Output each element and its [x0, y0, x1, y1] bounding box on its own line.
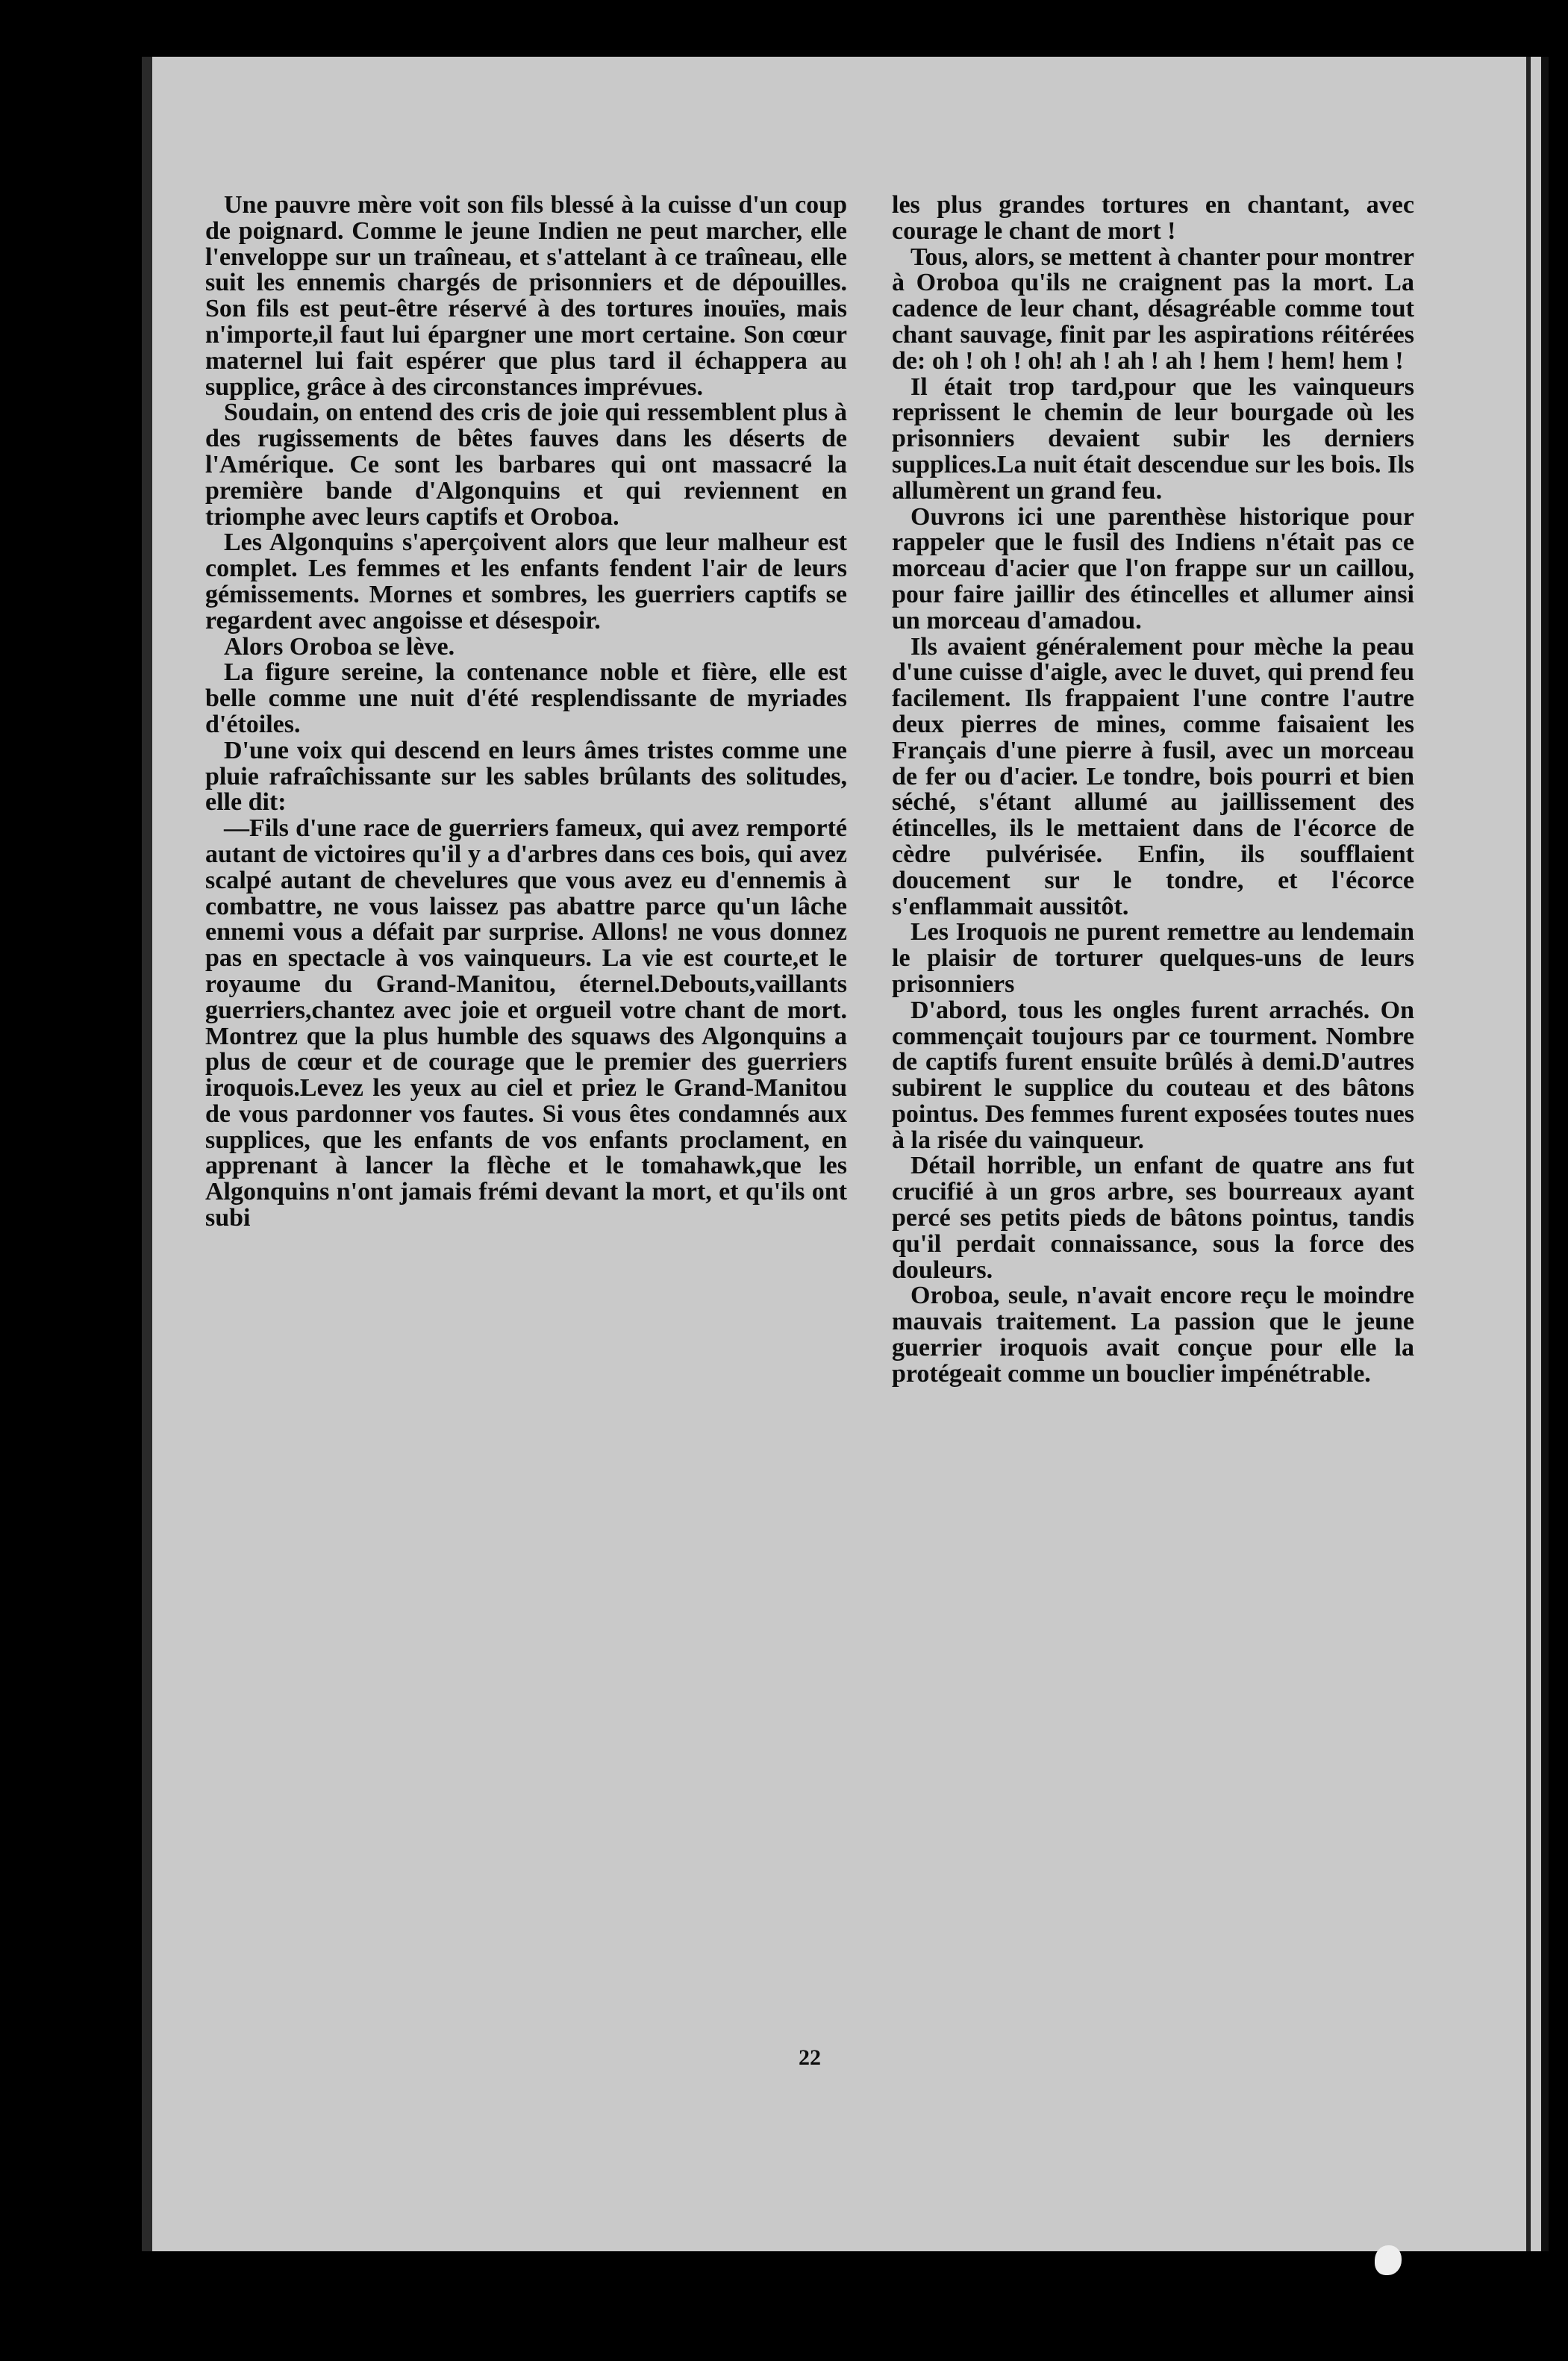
- binding-shadow: [142, 57, 152, 2251]
- archive-stamp-icon: [1375, 2245, 1402, 2275]
- paragraph: Soudain, on entend des cris de joie qui ressemblent plus à des rugissements de bêtes fauves dans les déserts de l'Amérique. Ce sont les barbares qui ont massacré la première bande d'Algonquins et qui reviennent en triomphe avec leurs captifs et Oroboa.: [205, 399, 847, 531]
- text-column-right: [892, 193, 1414, 1388]
- paragraph: Il était trop tard,pour que les vainqueurs reprissent le chemin de leur bourgade où les prisonniers devaient subir les derniers supplices.La nuit était descendue sur les bois. Ils allumèrent un grand feu.: [892, 372, 1414, 505]
- page-right-edge: [1541, 57, 1549, 2251]
- paragraph: Les Algonquins s'aperçoivent alors que leur malheur est complet. Les femmes et les enfants fendent l'air de leurs gémissements. Mornes et sombres, les guerriers captifs se regardent avec angoisse et désespoir.: [205, 528, 847, 634]
- paragraph: Détail horrible, un enfant de quatre ans fut crucifié à un gros arbre, ses bourreaux ayant percé ses petits pieds de bâtons pointus, tandis qu'il perdait connaissance, sous la force des douleurs.: [892, 1152, 1414, 1284]
- text-column-left: [205, 193, 847, 1232]
- paragraph: Ouvrons ici une parenthèse historique pour rappeler que le fusil des Indiens n'était pas ce morceau d'acier que l'on frappe sur un caillou, pour faire jaillir des étincelles et allumer ainsi un morceau d'amadou.: [892, 502, 1414, 634]
- paragraph: Les Iroquois ne purent remettre au lendemain le plaisir de torturer quelques-uns de leurs prisonniers: [892, 918, 1414, 998]
- paragraph: Alors Oroboa se lève.: [224, 632, 455, 661]
- paragraph: D'une voix qui descend en leurs âmes tristes comme une pluie rafraîchissante sur les sables brûlants des solitudes, elle dit:: [205, 736, 847, 817]
- paragraph: Ils avaient généralement pour mèche la peau d'une cuisse d'aigle, avec le duvet, qui prend feu facilement. Ils frappaient l'une contre l'autre deux pierres de mines, comme faisaient les Français d'une pierre à fusil, avec un morceau de fer ou d'acier. Le tondre, bois pourri et bien séché, s'étant allumé au jaillissement des étincelles, ils le mettaient dans de l'écorce de cèdre pulvérisée. Enfin, ils soufflaient doucement sur le tondre, et l'écorce s'enflammait aussitôt.: [892, 632, 1414, 920]
- page-edge-line: [1526, 57, 1531, 2251]
- paragraph: D'abord, tous les ongles furent arrachés. On commençait toujours par ce tourment. Nombre de captifs furent ensuite brûlés à demi.D'autres subirent le supplice du couteau et des bâtons pointus. Des femmes furent exposées toutes nues à la risée du vainqueur.: [892, 996, 1414, 1154]
- paragraph: Tous, alors, se mettent à chanter pour montrer à Oroboa qu'ils ne craignent pas la mort. La cadence de leur chant, désagréable comme tout chant sauvage, finit par les aspirations réitérées de: oh ! oh ! oh! ah ! ah ! ah ! hem ! hem! hem !: [892, 243, 1414, 375]
- paragraph: Une pauvre mère voit son fils blessé à la cuisse d'un coup de poignard. Comme le jeune Indien ne peut marcher, elle l'enveloppe sur un traîneau, et s'attelant à ce traîneau, elle suit les ennemis chargés de prisonniers et de dépouilles. Son fils est peut-être réservé à des tortures inouïes, mais n'importe,il faut lui épargner une mort certaine. Son cœur maternel lui fait espérer que plus tard il échappera au supplice, grâce à des circonstances imprévues.: [205, 191, 847, 401]
- paragraph: les plus grandes tortures en chantant, avec courage le chant de mort !: [892, 191, 1414, 245]
- paragraph: —Fils d'une race de guerriers fameux, qui avez remporté autant de victoires qu'il y a d'arbres dans ces bois, qui avez scalpé autant de chevelures que vous avez eu d'ennemis à combattre, ne vous laissez pas abattre parce qu'un lâche ennemi vous a défait par surprise. Allons! ne vous donnez pas en spectacle à vos vainqueurs. La vie est courte,et le royaume du Grand-Manitou, éternel.Debouts,vaillants guerriers,chantez avec joie et orgueil votre chant de mort. Montrez que la plus humble des squaws des Algonquins a plus de cœur et de courage que le premier des guerriers iroquois.Levez les yeux au ciel et priez le Grand-Manitou de vous pardonner vos fautes. Si vous êtes condamnés aux supplices, que les enfants de vos enfants proclament, en apprenant à lancer la flèche et le tomahawk,que les Algonquins n'ont jamais frémi devant la mort, et qu'ils ont subi: [205, 814, 847, 1232]
- paragraph: Oroboa, seule, n'avait encore reçu le moindre mauvais traitement. La passion que le jeune guerrier iroquois avait conçue pour elle la protégeait comme un bouclier impénétrable.: [892, 1282, 1414, 1388]
- page-number: 22: [799, 2045, 821, 2070]
- paragraph: La figure sereine, la contenance noble et fière, elle est belle comme une nuit d'été resplendissante de myriades d'étoiles.: [205, 658, 847, 738]
